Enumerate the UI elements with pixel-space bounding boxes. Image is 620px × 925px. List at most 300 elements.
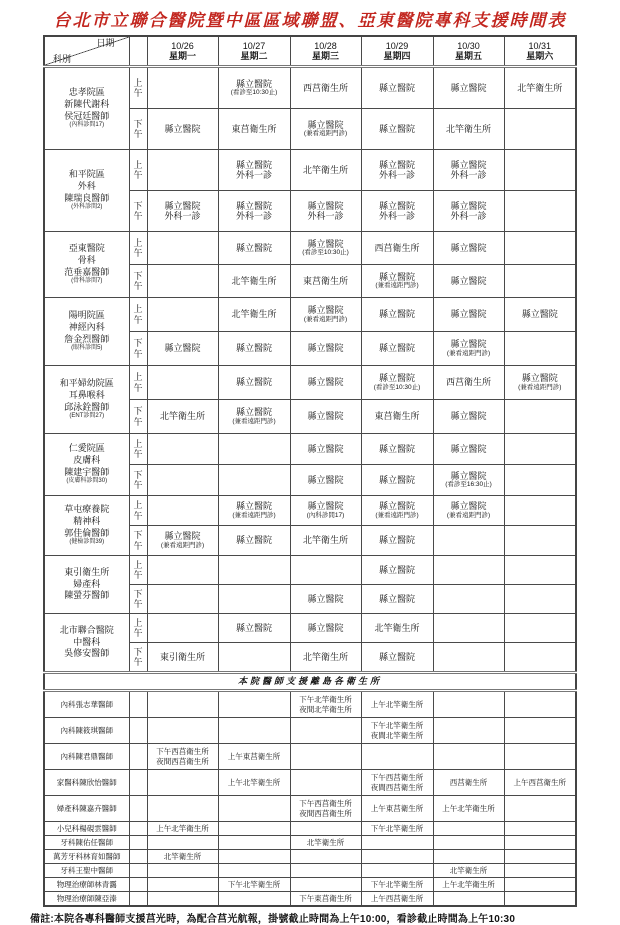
support-spacer-cell: [129, 878, 147, 892]
day-date: 10/26: [171, 40, 194, 51]
support-spacer-cell: [129, 744, 147, 770]
doctor-name-line: 忠孝院區: [68, 87, 105, 98]
support-spacer-cell: [129, 864, 147, 878]
pm-label-cell: 下 午: [129, 400, 147, 434]
doctor-name-line: 草屯療養院: [64, 504, 110, 515]
schedule-cell: [504, 643, 576, 673]
support-doctor-cell: 婦產科陳嘉卉醫師: [44, 796, 129, 822]
schedule-cell: [504, 585, 576, 614]
schedule-cell: 縣立醫院: [361, 556, 433, 585]
am-label-cell: 上 午: [129, 366, 147, 400]
schedule-cell: 北竿衛生所: [290, 150, 361, 191]
support-schedule-cell: 下午西莒衛生所 夜間西莒衛生所: [361, 770, 433, 796]
schedule-cell: 縣立醫院: [361, 526, 433, 556]
schedule-cell: 縣立醫院: [290, 614, 361, 643]
schedule-cell: 縣立醫院: [433, 67, 504, 109]
support-doctor-cell: 家醫科陳欣怡醫師: [44, 770, 129, 796]
schedule-cell: [147, 496, 218, 526]
support-row: [44, 744, 576, 770]
group-am-row: [44, 614, 576, 643]
support-schedule-cell: [147, 892, 218, 907]
support-schedule-cell: 西莒衛生所: [433, 770, 504, 796]
schedule-cell: 縣立醫院 外科一診: [433, 150, 504, 191]
schedule-cell: 縣立醫院: [218, 526, 290, 556]
day-weekday: 星期一: [168, 51, 196, 61]
header-row: [44, 36, 576, 67]
schedule-cell: 縣立醫院: [433, 298, 504, 332]
schedule-cell: 縣立醫院: [361, 434, 433, 465]
doctor-cell: [44, 434, 129, 496]
schedule-cell: [147, 614, 218, 643]
am-label-cell: 上 午: [129, 496, 147, 526]
support-doctor-cell: 內科張志華醫師: [44, 691, 129, 718]
schedule-cell: [504, 614, 576, 643]
support-schedule-cell: [504, 796, 576, 822]
schedule-cell: 縣立醫院: [361, 465, 433, 496]
support-schedule-cell: [147, 796, 218, 822]
support-schedule-cell: [147, 718, 218, 744]
schedule-cell: 北竿衛生所: [290, 643, 361, 673]
doctor-name-line: 中醫科: [73, 636, 101, 647]
support-schedule-cell: 北竿衛生所: [147, 850, 218, 864]
schedule-cell: 縣立醫院 (兼看遠距門診): [290, 109, 361, 150]
support-schedule-cell: [290, 770, 361, 796]
pm-label-cell: 下 午: [129, 332, 147, 366]
day-date: 10/30: [457, 40, 480, 51]
support-row: [44, 718, 576, 744]
doctor-name-line: 侯冠廷醫師: [64, 110, 110, 121]
support-row: [44, 770, 576, 796]
schedule-cell: [504, 191, 576, 232]
doctor-name-line: 和平婦幼院區: [59, 378, 114, 389]
schedule-cell: 縣立醫院 (兼看遠距門診): [433, 496, 504, 526]
support-schedule-cell: [290, 822, 361, 836]
am-label-cell: 上 午: [129, 434, 147, 465]
support-schedule-cell: 上午北竿衛生所: [147, 822, 218, 836]
support-schedule-cell: 下午西莒衛生所 夜間西莒衛生所: [147, 744, 218, 770]
schedule-cell: 縣立醫院: [361, 298, 433, 332]
support-schedule-cell: [504, 892, 576, 907]
doctor-cell: [44, 366, 129, 434]
day-weekday: 星期二: [240, 51, 268, 61]
support-schedule-cell: [290, 864, 361, 878]
support-schedule-cell: [218, 892, 290, 907]
support-spacer-cell: [129, 850, 147, 864]
doctor-cell: [44, 232, 129, 298]
schedule-cell: [433, 556, 504, 585]
schedule-cell: 縣立醫院: [290, 434, 361, 465]
support-schedule-cell: [433, 691, 504, 718]
schedule-cell: 北竿衛生所: [433, 109, 504, 150]
doctor-room-note: (外科診間2): [71, 204, 103, 211]
group-am-row: [44, 232, 576, 265]
doctor-name-line: 范垂嘉醫師: [64, 266, 110, 277]
support-doctor-cell: 牙科王聖中醫師: [44, 864, 129, 878]
doctor-name-line: 仁愛院區: [68, 443, 105, 454]
support-spacer-cell: [129, 822, 147, 836]
schedule-cell: 縣立醫院 (兼看遠距門診): [290, 298, 361, 332]
day-weekday: 星期五: [454, 51, 482, 61]
support-schedule-cell: [504, 718, 576, 744]
doctor-cell: [44, 67, 129, 150]
support-schedule-cell: 下午西莒衛生所 夜間西莒衛生所: [290, 796, 361, 822]
schedule-cell: 縣立醫院: [290, 366, 361, 400]
support-spacer-cell: [129, 691, 147, 718]
support-row: [44, 796, 576, 822]
schedule-cell: [504, 265, 576, 298]
support-schedule-cell: [504, 878, 576, 892]
support-schedule-cell: [504, 864, 576, 878]
support-schedule-cell: [147, 864, 218, 878]
doctor-room-note: (健檢診間39): [69, 539, 105, 546]
schedule-cell: [218, 434, 290, 465]
schedule-cell: 縣立醫院 (兼看遠距門診): [504, 366, 576, 400]
schedule-cell: 縣立醫院 外科一診: [290, 191, 361, 232]
schedule-cell: 西莒衛生所: [361, 232, 433, 265]
support-row: [44, 864, 576, 878]
support-schedule-cell: [218, 718, 290, 744]
support-schedule-cell: [504, 822, 576, 836]
ampm-header-cell: [129, 36, 147, 67]
support-schedule-cell: 上午北竿衛生所: [433, 878, 504, 892]
support-schedule-cell: [290, 850, 361, 864]
pm-label-cell: 下 午: [129, 191, 147, 232]
schedule-cell: 北竿衛生所: [290, 526, 361, 556]
support-schedule-cell: 北竿衛生所: [433, 864, 504, 878]
am-label-cell: 上 午: [129, 150, 147, 191]
schedule-cell: 北竿衛生所: [218, 298, 290, 332]
support-schedule-cell: [218, 796, 290, 822]
doctor-cell: [44, 614, 129, 673]
support-schedule-cell: [218, 836, 290, 850]
schedule-cell: 東莒衛生所: [218, 109, 290, 150]
support-schedule-cell: 下午北竿衛生所: [361, 822, 433, 836]
schedule-cell: 縣立醫院: [361, 109, 433, 150]
day-date: 10/28: [314, 40, 337, 51]
day-weekday: 星期六: [526, 51, 554, 61]
doctor-name-line: 耳鼻喉科: [68, 390, 105, 401]
day-weekday: 星期四: [383, 51, 411, 61]
doctor-cell: [44, 298, 129, 366]
schedule-cell: 縣立醫院 (看診至10:30止): [361, 366, 433, 400]
day-header-cell: [147, 36, 218, 67]
support-row: [44, 850, 576, 864]
schedule-cell: 縣立醫院 外科一診: [218, 150, 290, 191]
schedule-cell: 縣立醫院: [290, 465, 361, 496]
doctor-cell: [44, 496, 129, 556]
schedule-cell: [147, 298, 218, 332]
schedule-cell: [433, 526, 504, 556]
schedule-cell: [147, 366, 218, 400]
schedule-cell: 縣立醫院: [218, 232, 290, 265]
support-spacer-cell: [129, 796, 147, 822]
support-schedule-cell: [147, 878, 218, 892]
support-schedule-cell: [361, 744, 433, 770]
group-am-row: [44, 67, 576, 109]
support-row: [44, 822, 576, 836]
support-row: [44, 892, 576, 907]
schedule-cell: [433, 643, 504, 673]
pm-label-cell: 下 午: [129, 526, 147, 556]
schedule-cell: [504, 556, 576, 585]
support-schedule-cell: 下午北竿衛生所 夜間北竿衛生所: [290, 691, 361, 718]
support-schedule-cell: [218, 822, 290, 836]
support-schedule-cell: [290, 744, 361, 770]
support-doctor-cell: 牙科陳佑任醫師: [44, 836, 129, 850]
corner-dept-label: 科別: [53, 53, 72, 64]
schedule-cell: [147, 232, 218, 265]
schedule-cell: [433, 614, 504, 643]
schedule-cell: 縣立醫院 (兼看遠距門診): [361, 265, 433, 298]
doctor-room-note: (皮膚科診間30): [66, 478, 108, 485]
support-schedule-cell: [433, 822, 504, 836]
support-schedule-cell: [433, 850, 504, 864]
section-header-row: [44, 673, 576, 691]
support-row: [44, 878, 576, 892]
support-doctor-cell: 物理治療師陳亞溱: [44, 892, 129, 907]
schedule-cell: [218, 556, 290, 585]
schedule-cell: [433, 585, 504, 614]
group-am-row: [44, 496, 576, 526]
schedule-cell: 縣立醫院: [361, 643, 433, 673]
schedule-cell: 縣立醫院: [290, 585, 361, 614]
schedule-cell: 縣立醫院: [433, 232, 504, 265]
pm-label-cell: 下 午: [129, 109, 147, 150]
support-schedule-cell: 上午西莒衛生所: [361, 892, 433, 907]
group-am-row: [44, 298, 576, 332]
schedule-cell: 縣立醫院 (兼看遠距門診): [218, 400, 290, 434]
day-header-cell: [504, 36, 576, 67]
schedule-cell: 縣立醫院: [147, 109, 218, 150]
doctor-name-line: 和平院區: [68, 169, 105, 180]
support-schedule-cell: 上午東莒衛生所: [361, 796, 433, 822]
schedule-cell: [147, 434, 218, 465]
doctor-cell: [44, 556, 129, 614]
doctor-name-line: 亞東醫院: [68, 243, 105, 254]
support-schedule-cell: [147, 691, 218, 718]
schedule-cell: 縣立醫院 (兼看遠距門診): [218, 496, 290, 526]
support-spacer-cell: [129, 770, 147, 796]
schedule-cell: 縣立醫院 外科一診: [361, 150, 433, 191]
schedule-cell: 縣立醫院: [147, 332, 218, 366]
schedule-cell: [504, 332, 576, 366]
doctor-name-line: 陳螢芬醫師: [64, 590, 110, 601]
schedule-cell: 縣立醫院: [504, 298, 576, 332]
corner-date-label: 日期: [96, 38, 115, 48]
support-doctor-cell: 內科陳筱琪醫師: [44, 718, 129, 744]
doctor-name-line: 骨科: [77, 255, 96, 266]
support-schedule-cell: [290, 718, 361, 744]
schedule-cell: [504, 496, 576, 526]
section-header: 本院醫師支援離島各衛生所: [44, 673, 576, 691]
support-schedule-cell: [147, 770, 218, 796]
schedule-cell: 縣立醫院 外科一診: [361, 191, 433, 232]
support-schedule-cell: [433, 836, 504, 850]
doctor-name-line: 邱泳銓醫師: [64, 401, 110, 412]
doctor-room-note: (內科診間17): [69, 122, 105, 129]
pm-label-cell: 下 午: [129, 265, 147, 298]
schedule-cell: 縣立醫院 (看診至10:30止): [218, 67, 290, 109]
schedule-cell: [147, 556, 218, 585]
am-label-cell: 上 午: [129, 298, 147, 332]
schedule-cell: [147, 465, 218, 496]
schedule-cell: 北竿衛生所: [504, 67, 576, 109]
schedule-cell: 縣立醫院: [218, 366, 290, 400]
support-schedule-cell: [433, 744, 504, 770]
schedule-cell: [504, 526, 576, 556]
doctor-name-line: 東引衛生所: [64, 566, 110, 577]
support-schedule-cell: 北竿衛生所: [290, 836, 361, 850]
support-schedule-cell: 上午東莒衛生所: [218, 744, 290, 770]
support-doctor-cell: 萬芳牙科林育如醫師: [44, 850, 129, 864]
doctor-name-line: 陳建宇醫師: [64, 466, 110, 477]
doctor-name-line: 郭佳倫醫師: [64, 527, 110, 538]
doctor-name-line: 皮膚科: [73, 455, 101, 466]
support-row: [44, 836, 576, 850]
schedule-cell: 西莒衛生所: [290, 67, 361, 109]
doctor-name-line: 精神科: [73, 516, 101, 527]
schedule-cell: 東莒衛生所: [361, 400, 433, 434]
schedule-cell: 縣立醫院: [290, 400, 361, 434]
day-header-cell: [361, 36, 433, 67]
group-am-row: [44, 556, 576, 585]
am-label-cell: 上 午: [129, 67, 147, 109]
schedule-cell: 縣立醫院 (兼看遠距門診): [433, 332, 504, 366]
doctor-name-line: 北市聯合醫院: [59, 624, 114, 635]
schedule-cell: 縣立醫院: [361, 67, 433, 109]
schedule-cell: 東引衛生所: [147, 643, 218, 673]
schedule-cell: [147, 585, 218, 614]
schedule-cell: 縣立醫院 外科一診: [433, 191, 504, 232]
schedule-cell: 縣立醫院: [218, 332, 290, 366]
doctor-name-line: 陳瑞良醫師: [64, 192, 110, 203]
day-weekday: 星期三: [311, 51, 339, 61]
schedule-cell: 縣立醫院: [361, 585, 433, 614]
support-schedule-cell: [504, 691, 576, 718]
support-schedule-cell: [361, 864, 433, 878]
support-doctor-cell: 內科陳君鼎醫師: [44, 744, 129, 770]
schedule-cell: 縣立醫院: [290, 332, 361, 366]
support-spacer-cell: [129, 718, 147, 744]
page-title: 台北市立聯合醫院暨中區區域聯盟、亞東醫院專科支援時間表: [53, 11, 567, 30]
doctor-name-line: 婦產科: [73, 578, 101, 589]
schedule-cell: [504, 400, 576, 434]
doctor-room-note: (ENT診間27): [69, 413, 105, 420]
schedule-table: [43, 35, 577, 907]
doctor-name-line: 外科: [77, 181, 96, 192]
corner-cell: [44, 36, 129, 67]
support-spacer-cell: [129, 836, 147, 850]
support-doctor-cell: 物理治療師林青靄: [44, 878, 129, 892]
schedule-cell: [218, 585, 290, 614]
group-am-row: [44, 366, 576, 400]
support-spacer-cell: [129, 892, 147, 907]
schedule-cell: [290, 556, 361, 585]
support-schedule-cell: [218, 850, 290, 864]
schedule-cell: [504, 465, 576, 496]
doctor-name-line: 神經內科: [68, 322, 105, 333]
doctor-cell: [44, 150, 129, 232]
day-header-cell: [433, 36, 504, 67]
day-header-cell: [218, 36, 290, 67]
am-label-cell: 上 午: [129, 614, 147, 643]
pm-label-cell: 下 午: [129, 585, 147, 614]
schedule-cell: 西莒衛生所: [433, 366, 504, 400]
schedule-cell: 縣立醫院: [433, 434, 504, 465]
support-schedule-cell: 上午北竿衛生所: [433, 796, 504, 822]
support-schedule-cell: 下午北竿衛生所: [218, 878, 290, 892]
schedule-cell: 縣立醫院: [433, 265, 504, 298]
support-schedule-cell: 上午西莒衛生所: [504, 770, 576, 796]
doctor-name-line: 詹金烈醫師: [64, 333, 110, 344]
schedule-cell: [147, 67, 218, 109]
support-doctor-cell: 小兒科楊硯雲醫師: [44, 822, 129, 836]
schedule-cell: [147, 265, 218, 298]
schedule-cell: 東莒衛生所: [290, 265, 361, 298]
support-schedule-cell: [504, 836, 576, 850]
schedule-cell: 縣立醫院 (內科診間17): [290, 496, 361, 526]
support-schedule-cell: [433, 718, 504, 744]
day-date: 10/29: [385, 40, 409, 51]
schedule-cell: 縣立醫院: [361, 332, 433, 366]
schedule-cell: [147, 150, 218, 191]
support-schedule-cell: 下午北竿衛生所 夜間北竿衛生所: [361, 718, 433, 744]
schedule-cell: 北竿衛生所: [361, 614, 433, 643]
doctor-room-note: (骨科診間7): [71, 278, 103, 285]
schedule-cell: [504, 150, 576, 191]
day-date: 10/31: [528, 40, 552, 51]
schedule-cell: [218, 643, 290, 673]
schedule-cell: [504, 109, 576, 150]
support-schedule-cell: [218, 864, 290, 878]
am-label-cell: 上 午: [129, 232, 147, 265]
schedule-cell: 北竿衛生所: [218, 265, 290, 298]
schedule-cell: [218, 465, 290, 496]
support-schedule-cell: [361, 836, 433, 850]
schedule-cell: 縣立醫院 (兼看遠距門診): [147, 526, 218, 556]
day-date: 10/27: [242, 40, 266, 51]
am-label-cell: 上 午: [129, 556, 147, 585]
doctor-room-note: (眼科診間5): [71, 345, 103, 352]
support-schedule-cell: [504, 850, 576, 864]
support-schedule-cell: 上午北竿衛生所: [361, 691, 433, 718]
support-row: [44, 691, 576, 718]
group-am-row: [44, 434, 576, 465]
support-schedule-cell: [504, 744, 576, 770]
doctor-name-line: 新陳代謝科: [64, 99, 110, 110]
day-header-cell: [290, 36, 361, 67]
support-schedule-cell: 下午北竿衛生所: [361, 878, 433, 892]
support-schedule-cell: [147, 836, 218, 850]
support-schedule-cell: [433, 892, 504, 907]
schedule-cell: 縣立醫院 外科一診: [218, 191, 290, 232]
group-am-row: [44, 150, 576, 191]
schedule-cell: [504, 232, 576, 265]
schedule-cell: 縣立醫院 (看診至16:30止): [433, 465, 504, 496]
support-schedule-cell: 下午東莒衛生所: [290, 892, 361, 907]
schedule-cell: [504, 434, 576, 465]
doctor-name-line: 陽明院區: [68, 310, 105, 321]
footnote: 備註:本院各專科醫師支援莒光時，為配合莒光航報，掛號截止時間為上午10:00，看診截止時間為上午10:30: [30, 914, 516, 925]
pm-label-cell: 下 午: [129, 465, 147, 496]
schedule-cell: 縣立醫院 (兼看遠距門診): [361, 496, 433, 526]
pm-label-cell: 下 午: [129, 643, 147, 673]
support-schedule-cell: 上午北竿衛生所: [218, 770, 290, 796]
schedule-cell: 北竿衛生所: [147, 400, 218, 434]
schedule-cell: 縣立醫院: [433, 400, 504, 434]
doctor-name-line: 吳修安醫師: [64, 648, 110, 659]
schedule-cell: 縣立醫院 (看診至10:30止): [290, 232, 361, 265]
